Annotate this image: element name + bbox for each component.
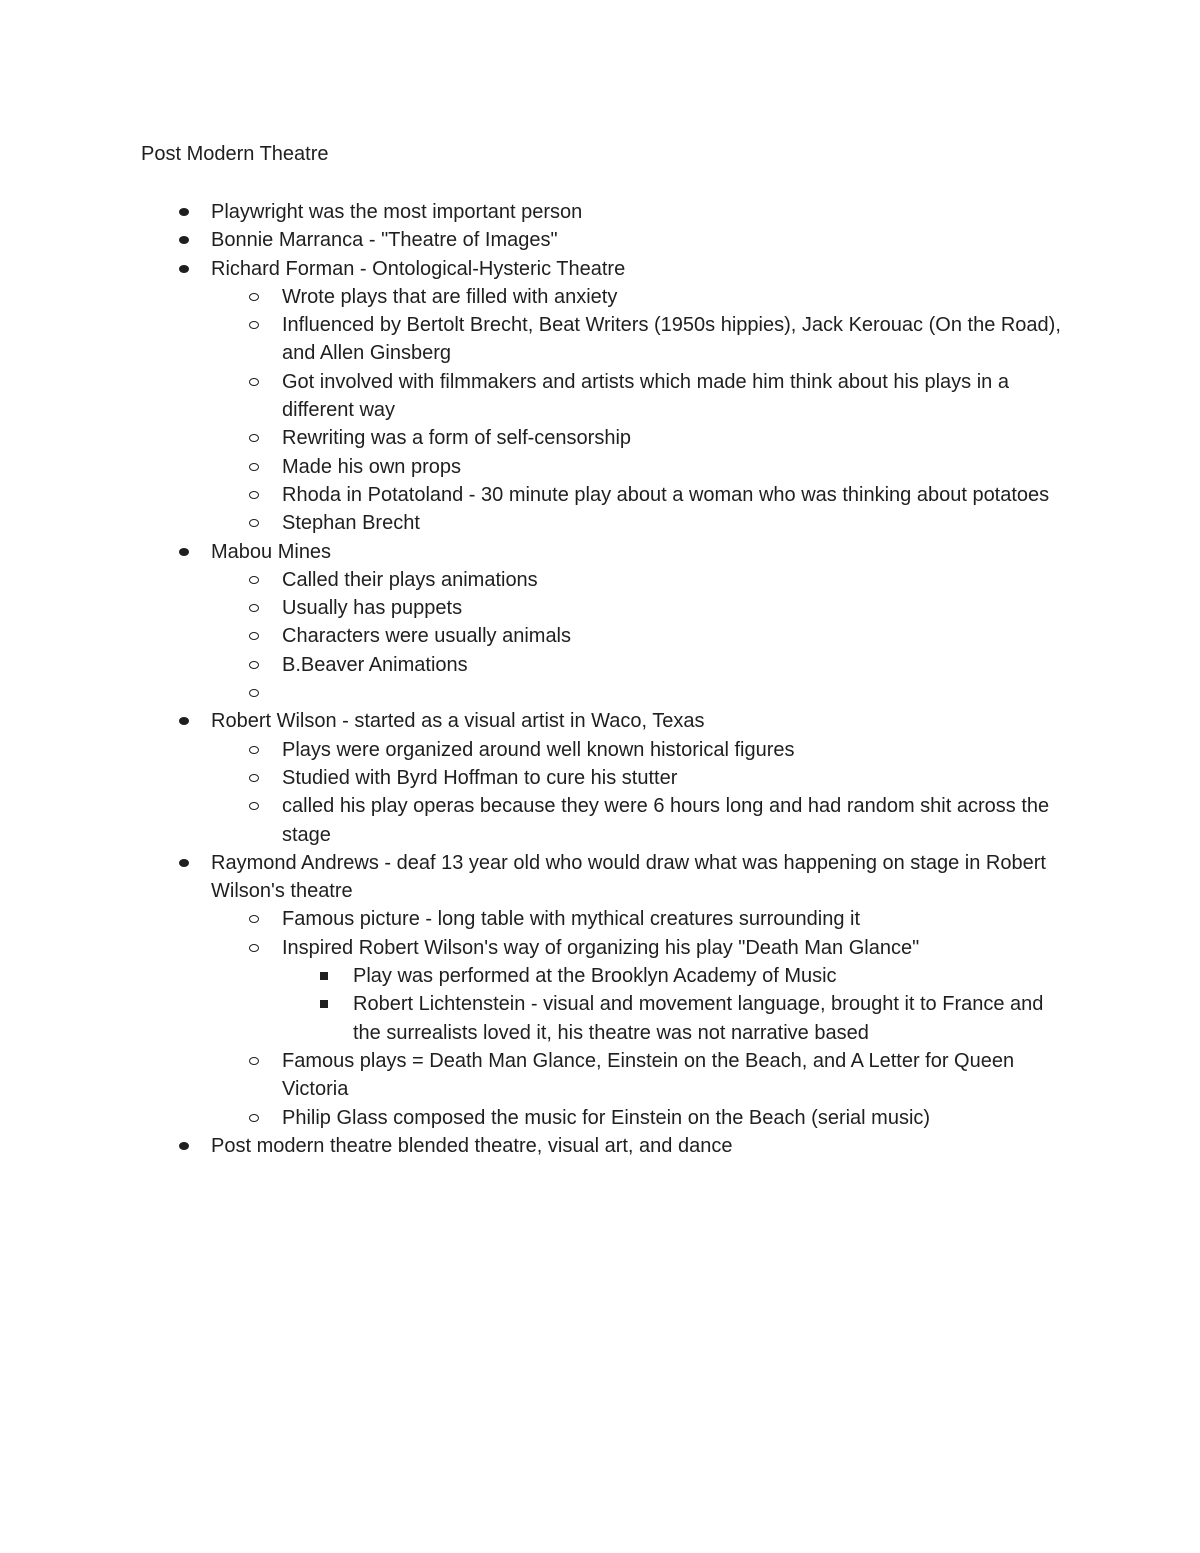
list-item [0, 736, 1062, 764]
list-item [0, 566, 1062, 594]
list-item-text: Plays were organized around well known historical figures [282, 738, 795, 761]
list-item-text: Robert Lichtenstein - visual and movement language, brought it to France and the surrealists loved it, his theatre was not narrative based [353, 993, 1044, 1044]
list-item-text: Philip Glass composed the music for Einstein on the Beach (serial music) [282, 1106, 931, 1129]
list-item [0, 1104, 1062, 1132]
list-item [0, 622, 1062, 650]
list-item [0, 1132, 1061, 1160]
list-item-text: Wrote plays that are filled with anxiety [282, 285, 618, 308]
list-item-text: Usually has puppets [282, 597, 463, 620]
list-item-text: Got involved with filmmakers and artists which made him think about his plays in a different way [282, 370, 1009, 422]
list-item-text: called his play operas because they were 6 hours long and had random shit across the stage [282, 795, 1050, 846]
hollow-circle-bullet-icon [249, 1114, 259, 1122]
hollow-circle-bullet-icon [249, 378, 259, 386]
list-item [0, 905, 1062, 933]
list-item-text: Characters were usually animals [282, 625, 572, 648]
hollow-circle-bullet-icon [249, 746, 259, 754]
hollow-circle-bullet-icon [249, 491, 259, 499]
list-item-text: Called their plays animations [282, 568, 538, 591]
filled-circle-bullet-icon [179, 265, 189, 273]
hollow-circle-bullet-icon [249, 604, 259, 612]
list-item [0, 594, 1062, 622]
list-item-text: Robert Wilson - started as a visual artist in Waco, Texas [211, 710, 705, 733]
list-item-text: Raymond Andrews - deaf 13 year old who would draw what was happening on stage in Robert Wilson's theatre [211, 851, 1046, 903]
list-item [0, 255, 1061, 283]
hollow-circle-bullet-icon [249, 576, 259, 584]
list-item-text: Mabou Mines [211, 540, 332, 563]
list-item-text: Post modern theatre blended theatre, visual art, and dance [211, 1134, 733, 1157]
filled-square-bullet-icon [320, 1000, 328, 1008]
list-item-text: Play was performed at the Brooklyn Academy of Music [353, 965, 837, 988]
bullet-list [0, 198, 1200, 1160]
list-item [0, 481, 1062, 509]
hollow-circle-bullet-icon [249, 293, 259, 301]
list-item [0, 226, 1061, 254]
list-item-text: Rhoda in Potatoland - 30 minute play about a woman who was thinking about potatoes [282, 483, 1050, 506]
list-item [0, 792, 1062, 849]
list-item [0, 849, 1061, 906]
list-item-text: Studied with Byrd Hoffman to cure his stutter [282, 766, 678, 789]
hollow-circle-bullet-icon [249, 944, 259, 952]
filled-circle-bullet-icon [179, 717, 189, 725]
list-item [0, 424, 1062, 452]
hollow-circle-bullet-icon [249, 434, 259, 442]
hollow-circle-bullet-icon [249, 915, 259, 923]
hollow-circle-bullet-icon [249, 519, 259, 527]
filled-circle-bullet-icon [179, 1142, 189, 1150]
list-item-text: Playwright was the most important person [211, 201, 583, 223]
hollow-circle-bullet-icon [249, 802, 259, 810]
list-item [0, 538, 1061, 566]
list-item-text: Bonnie Marranca - "Theatre of Images" [211, 229, 558, 252]
hollow-circle-bullet-icon [249, 463, 259, 471]
filled-circle-bullet-icon [179, 236, 189, 244]
list-item [0, 962, 1063, 990]
list-item-text: B.Beaver Animations [282, 653, 468, 676]
filled-circle-bullet-icon [179, 859, 189, 867]
filled-square-bullet-icon [320, 972, 328, 980]
list-item [0, 990, 1063, 1047]
list-item-text: Influenced by Bertolt Brecht, Beat Writers (1950s hippies), Jack Kerouac (On the Road), and Allen Ginsberg [282, 314, 1061, 365]
filled-circle-bullet-icon [179, 548, 189, 556]
list-item-text: Made his own props [282, 455, 461, 478]
list-item [0, 934, 1062, 962]
hollow-circle-bullet-icon [249, 689, 259, 697]
list-item [0, 651, 1062, 679]
list-item-text [282, 679, 1062, 707]
list-item-text: Rewriting was a form of self-censorship [282, 427, 632, 450]
list-item [0, 1047, 1062, 1104]
list-item [0, 764, 1062, 792]
list-item-text: Inspired Robert Wilson's way of organizing his play "Death Man Glance" [282, 936, 920, 959]
list-item [0, 311, 1062, 368]
hollow-circle-bullet-icon [249, 774, 259, 782]
list-item-text: Famous picture - long table with mythical creatures surrounding it [282, 908, 861, 931]
page-title: Post Modern Theatre [141, 143, 329, 165]
list-item [0, 679, 1062, 707]
hollow-circle-bullet-icon [249, 632, 259, 640]
list-item-text: Famous plays = Death Man Glance, Einstein on the Beach, and A Letter for Queen Victoria [282, 1049, 1015, 1101]
list-item [0, 283, 1062, 311]
list-item [0, 707, 1061, 735]
list-item [0, 509, 1062, 537]
filled-circle-bullet-icon [179, 208, 189, 216]
list-item [0, 368, 1062, 425]
list-item-text: Stephan Brecht [282, 512, 420, 535]
list-item-text: Richard Forman - Ontological-Hysteric Theatre [211, 257, 626, 280]
list-item [0, 453, 1062, 481]
hollow-circle-bullet-icon [249, 661, 259, 669]
list-item [0, 198, 1061, 226]
hollow-circle-bullet-icon [249, 321, 259, 329]
hollow-circle-bullet-icon [249, 1057, 259, 1065]
